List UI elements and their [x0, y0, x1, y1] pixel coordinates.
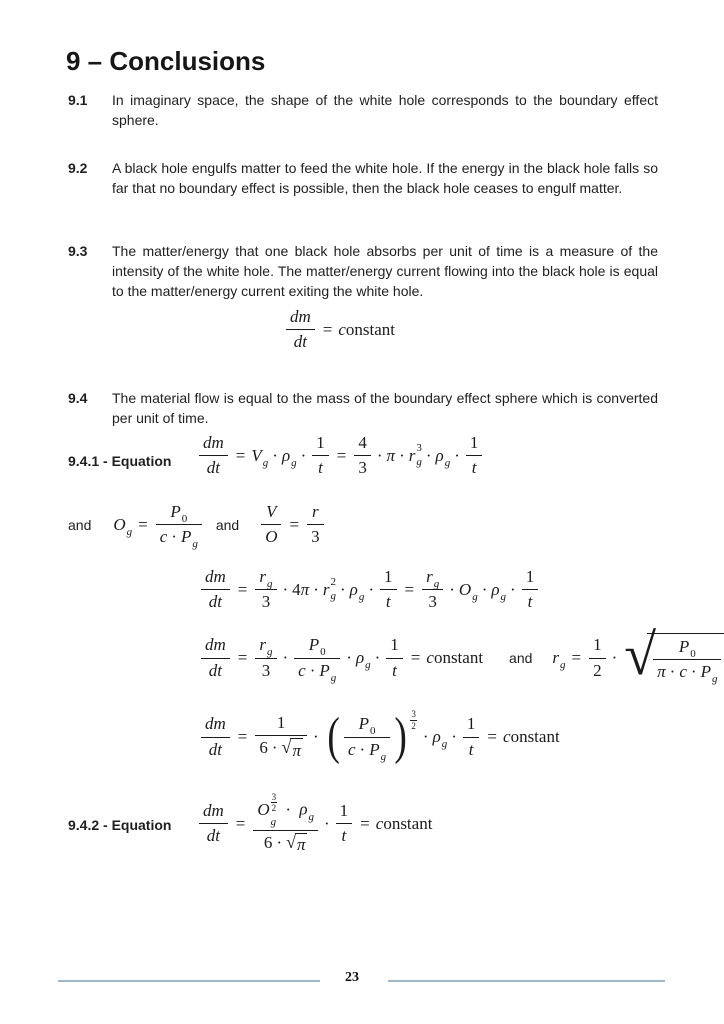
footer-rule-left [58, 980, 320, 982]
equals-sign: = [237, 579, 248, 599]
equals-sign: = [487, 727, 498, 747]
subscript-g: g [267, 578, 273, 590]
multiply-dot: · [690, 662, 697, 681]
exponent-numerator: 3 [411, 709, 416, 720]
fraction [386, 635, 403, 681]
subscript-g: g [308, 810, 314, 823]
subscript-g: g [560, 659, 566, 671]
multiply-dot: · [376, 445, 383, 465]
denominator: 3 [311, 527, 320, 547]
multiply-dot: · [669, 662, 676, 681]
multiply-dot: · [300, 445, 307, 465]
denominator [156, 525, 202, 551]
denominator: t [341, 826, 347, 846]
and-word: and [509, 650, 533, 666]
fraction [653, 637, 721, 683]
math-expression [259, 502, 325, 548]
equation-9-3 [284, 307, 395, 353]
denominator: 3 [261, 592, 271, 612]
close-paren: ) [394, 708, 407, 766]
numerator: 1 [466, 433, 483, 456]
math-token: ρ [432, 727, 441, 747]
section-number: 9.3 [68, 243, 88, 259]
radical-sign: √ [286, 831, 296, 852]
numerator: 1 [255, 713, 307, 736]
denominator: t [527, 592, 533, 612]
numerator [156, 502, 202, 525]
subscript-g: g [270, 815, 277, 828]
math-expression [284, 307, 395, 353]
parenthesized-group [325, 708, 417, 766]
fraction [344, 714, 390, 763]
math-token: c [298, 660, 306, 680]
fraction [253, 792, 318, 856]
denominator: t [385, 592, 391, 612]
numerator: dm [201, 714, 230, 737]
open-paren: ( [327, 708, 340, 766]
exponent [410, 702, 417, 731]
subscript-g: g [262, 456, 269, 469]
and-word: and [68, 516, 92, 533]
fraction [312, 433, 329, 479]
math-token: c [159, 527, 168, 547]
multiply-dot: · [425, 445, 432, 465]
numerator: V [261, 502, 281, 525]
denominator: dt [206, 458, 220, 478]
section-9-4 [68, 388, 658, 428]
math-token: r [259, 567, 266, 586]
multiply-dot: · [276, 832, 283, 852]
superscript-2: 2 [330, 576, 336, 589]
variable-rho-sub-g [355, 648, 371, 671]
subscript-g: g [330, 590, 336, 603]
fraction [463, 714, 480, 760]
page-number: 23 [345, 970, 359, 985]
fraction [422, 567, 443, 613]
math-token: P [358, 714, 369, 734]
scripts-stack [416, 443, 422, 468]
radicand-pi: π [295, 833, 308, 856]
fraction [466, 433, 483, 479]
math-token: P [700, 662, 711, 681]
fraction [199, 801, 228, 847]
numerator [294, 635, 340, 658]
math-token: O [458, 579, 472, 599]
section-text: In imaginary space, the shape of the white hole corresponds to the boundary effect sphere. [112, 92, 658, 128]
section-9-3 [68, 241, 658, 301]
fraction [589, 635, 606, 681]
subscript-0: 0 [320, 646, 326, 659]
equation-9-4-1 [197, 433, 484, 479]
exponent-denominator: 2 [271, 803, 277, 814]
multiply-dot: · [272, 445, 278, 465]
math-token: P [180, 527, 192, 547]
variable-V-sub-g [251, 445, 269, 469]
multiply-dot: · [611, 648, 618, 667]
numerator: 1 [312, 433, 329, 456]
page-title: 9 – Conclusions [66, 46, 266, 76]
math-token: P [369, 739, 380, 759]
section-number: 9.2 [68, 160, 88, 176]
variable-r-squared-sub-g [323, 577, 336, 602]
math-token: O [257, 799, 270, 819]
denominator: t [392, 660, 397, 680]
math-token: ρ [435, 445, 444, 465]
exponent-denominator: 2 [411, 720, 416, 731]
denominator: O [265, 527, 278, 547]
math-token: ρ [299, 799, 308, 819]
math-token: P [308, 635, 320, 655]
multiply-dot: · [282, 648, 289, 667]
multiply-dot: · [481, 579, 488, 599]
math-token: O [113, 514, 126, 534]
equation-row-5 [199, 708, 560, 766]
math-token: r [426, 567, 433, 586]
variable-pi: π [657, 662, 666, 681]
multiply-dot: · [359, 739, 366, 759]
variable-O-sub-g [113, 514, 133, 538]
equals-sign: = [336, 445, 347, 465]
subscript-g: g [192, 538, 198, 551]
variable-O-sub-g [458, 579, 478, 603]
subscript-g: g [444, 456, 451, 469]
math-token: ρ [349, 579, 358, 599]
subscript-g: g [433, 578, 440, 590]
fraction [156, 502, 202, 551]
fraction [294, 635, 340, 684]
equals-sign: = [237, 727, 248, 747]
multiply-dot: · [171, 527, 177, 547]
constant-word: constant [426, 648, 484, 667]
scripts-stack [271, 792, 278, 828]
math-token: P [678, 636, 690, 656]
equation-label-9-4-2: 9.4.2 - Equation [68, 817, 172, 833]
equals-sign: = [237, 648, 248, 667]
variable-rho-sub-g [281, 445, 297, 469]
multiply-dot: · [324, 813, 330, 833]
multiply-dot: · [340, 579, 346, 599]
subscript-g: g [358, 590, 365, 603]
numerator: dm [201, 567, 230, 590]
denominator: dt [293, 332, 307, 352]
multiply-dot: · [309, 660, 316, 680]
equals-sign: = [289, 514, 300, 534]
subscript-0: 0 [181, 513, 188, 525]
fraction [255, 713, 307, 761]
radicand-pi: π [290, 738, 303, 761]
variable-rho-sub-g [349, 579, 365, 603]
denominator: dt [208, 592, 222, 612]
denominator: 2 [593, 660, 602, 680]
multiply-dot: · [399, 445, 405, 465]
multiply-dot: · [285, 799, 292, 819]
denominator [653, 660, 721, 685]
multiply-dot: · [510, 579, 516, 599]
fraction [286, 307, 315, 353]
denominator [253, 831, 318, 856]
variable-r-sub-g [552, 648, 566, 671]
math-token: P [170, 502, 181, 521]
multiply-dot: · [282, 579, 289, 599]
constant-word: constant [338, 319, 396, 339]
subscript-g: g [441, 738, 448, 751]
numerator [253, 792, 318, 831]
section-text: The matter/energy that one black hole absorbs per unit of time is a measure of the intensity of the white hole. The matter/energy current flowing into the black hole is equal to the matter/energy current exiting the white hole. [112, 243, 658, 299]
fraction [201, 567, 230, 613]
multiply-dot: · [313, 579, 319, 599]
equals-sign: = [235, 813, 246, 833]
numerator: 1 [522, 567, 539, 590]
exponent-numerator: 3 [271, 792, 277, 802]
constant-word: constant [375, 813, 433, 833]
numerator [344, 714, 390, 737]
multiply-dot: · [422, 727, 429, 747]
math-expression [197, 792, 432, 856]
math-expression [113, 502, 203, 551]
math-token: r [408, 445, 416, 465]
multiply-dot: · [374, 648, 381, 667]
math-expression [199, 635, 484, 684]
multiply-dot: · [451, 727, 457, 747]
equals-sign: = [404, 579, 415, 599]
math-token: r [552, 648, 560, 667]
math-token: P [319, 660, 330, 680]
fraction [201, 635, 230, 681]
equation-label-9-4-1: 9.4.1 - Equation [68, 453, 172, 469]
subscript-0: 0 [690, 647, 696, 660]
square-root [624, 622, 724, 687]
subscript-g: g [126, 525, 133, 538]
denominator: 3 [358, 458, 367, 478]
section-9-1 [68, 90, 658, 130]
number-6: 6 [263, 832, 273, 852]
fraction [261, 502, 281, 548]
and-word: and [215, 516, 240, 533]
denominator [294, 659, 340, 684]
radical-sign: √ [624, 622, 657, 687]
math-expression [199, 708, 560, 766]
equation-row-4 [199, 622, 724, 687]
subscript-0: 0 [369, 725, 376, 738]
numerator: 1 [463, 714, 480, 737]
fraction [336, 801, 353, 847]
fraction [199, 433, 228, 479]
math-token: c [347, 739, 356, 759]
numerator [422, 567, 443, 590]
denominator: t [318, 458, 323, 478]
constant-word: constant [503, 727, 560, 747]
math-token: ρ [491, 579, 500, 599]
math-expression [199, 567, 540, 613]
radical-sign: √ [281, 737, 292, 758]
radicand [647, 633, 724, 684]
math-token: ρ [281, 445, 291, 465]
variable-pi: π [386, 445, 396, 465]
section-text: The material flow is equal to the mass of the boundary effect sphere which is converted per unit of time. [112, 390, 658, 426]
fraction [354, 433, 371, 479]
math-token: V [251, 445, 262, 465]
numerator: 1 [386, 635, 403, 658]
numerator [653, 637, 721, 660]
numerator: dm [199, 433, 228, 456]
math-token: r [259, 635, 266, 655]
inline-square-root [286, 833, 307, 856]
subscript-g: g [416, 456, 422, 469]
denominator: t [471, 458, 477, 478]
multiply-dot: · [449, 579, 455, 599]
number-6: 6 [259, 738, 268, 758]
math-expression [552, 622, 724, 687]
math-expression [197, 433, 484, 479]
numerator: r [307, 502, 324, 525]
equals-sign: = [410, 648, 421, 667]
multiply-dot: · [454, 445, 460, 465]
multiply-dot: · [346, 648, 352, 667]
denominator: dt [208, 660, 222, 680]
multiply-dot: · [271, 738, 278, 758]
denominator [255, 736, 307, 761]
section-number: 9.4 [68, 390, 88, 406]
variable-O-exp-three-halves-sub-g [257, 792, 277, 828]
section-9-2 [68, 158, 658, 198]
numerator: 1 [589, 635, 606, 658]
fraction [201, 714, 230, 760]
subscript-g: g [500, 590, 507, 603]
subscript-g: g [380, 750, 387, 763]
fraction [522, 567, 539, 613]
multiply-dot: · [312, 727, 319, 747]
subscript-g: g [330, 671, 337, 684]
variable-rho-sub-g [491, 579, 507, 603]
equals-sign: = [138, 514, 148, 534]
footer-rule-right [388, 980, 665, 982]
scripts-stack [331, 577, 337, 602]
numerator [255, 567, 276, 590]
subscript-g: g [365, 659, 371, 671]
superscript-3: 3 [416, 442, 422, 455]
denominator [344, 738, 390, 763]
equals-sign: = [235, 445, 246, 465]
equation-9-4-2 [197, 792, 432, 856]
denominator: t [468, 739, 474, 759]
equation-and-row [68, 502, 326, 551]
variable-rho-sub-g [435, 445, 451, 469]
numerator: dm [201, 635, 230, 658]
denominator: 3 [428, 592, 437, 612]
subscript-g: g [711, 673, 718, 685]
subscript-g: g [472, 590, 478, 603]
inline-square-root [282, 738, 303, 761]
equals-sign: = [360, 813, 370, 833]
fraction [307, 502, 324, 548]
math-token: r [322, 579, 330, 599]
variable-pi: π [300, 579, 310, 599]
math-token: c [679, 662, 687, 681]
denominator: 3 [261, 660, 271, 680]
multiply-dot: · [368, 579, 375, 599]
numerator: 1 [336, 801, 353, 824]
equals-sign: = [322, 319, 333, 339]
numerator: dm [199, 801, 228, 824]
variable-rho-sub-g [432, 727, 448, 751]
denominator: dt [206, 826, 220, 846]
numerator: 1 [380, 567, 397, 590]
exponent-three-halves [410, 709, 417, 731]
denominator: dt [208, 739, 222, 759]
numerator [255, 635, 276, 658]
variable-r-cubed-sub-g [409, 443, 422, 468]
exponent-three-halves [271, 792, 278, 814]
math-token: ρ [355, 648, 365, 667]
section-text: A black hole engulfs matter to feed the white hole. If the energy in the black hole falls so far that no boundary effect is possible, then the black hole ceases to engulf matter. [112, 160, 658, 196]
number-4: 4 [292, 579, 301, 599]
fraction [255, 567, 276, 613]
numerator: dm [286, 307, 315, 330]
section-number: 9.1 [68, 92, 88, 108]
subscript-g: g [291, 456, 297, 469]
equals-sign: = [571, 648, 582, 667]
numerator: 4 [354, 433, 371, 456]
fraction [255, 635, 276, 681]
equation-row-3 [199, 567, 540, 613]
fraction [380, 567, 397, 613]
subscript-g: g [267, 646, 273, 659]
